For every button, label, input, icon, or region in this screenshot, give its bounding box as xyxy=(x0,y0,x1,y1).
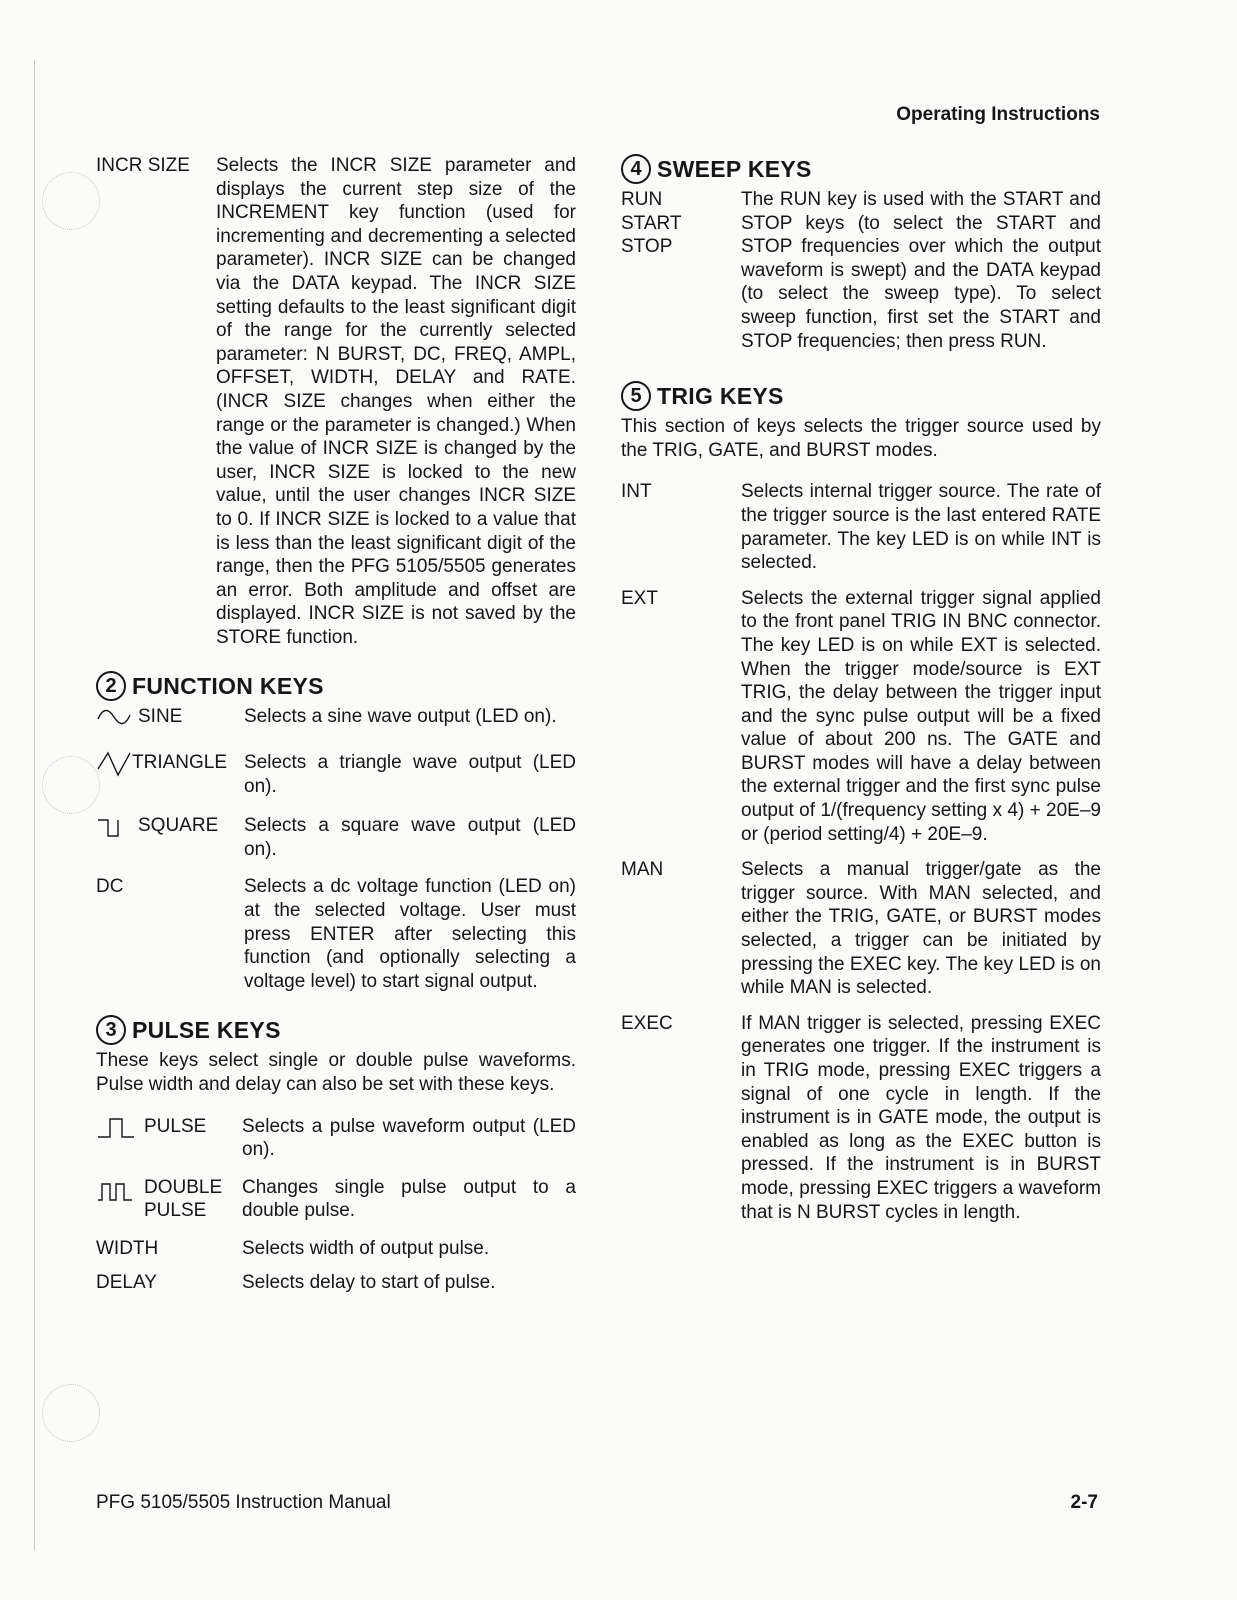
trig-keys-heading xyxy=(621,381,1101,411)
sine-wave-icon xyxy=(96,705,132,727)
function-key-triangle xyxy=(96,751,576,798)
function-key-dc xyxy=(96,875,576,993)
dc-desc: Selects a dc voltage function (LED on) at the selected voltage. User must press ENTER after selecting this function (and optionally selecting a voltage level) to start signal output. xyxy=(244,876,576,992)
section-title: PULSE KEYS xyxy=(132,1016,281,1043)
double-pulse-term-line1: DOUBLE xyxy=(144,1176,223,1198)
delay-term: DELAY xyxy=(96,1271,157,1293)
exec-desc: If MAN trigger is selected, pressing EXEC generates one trigger. If the instrument is in TRIG mode, pressing EXEC triggers a signal of one cycle in length. If the instrument is in GATE mode, the output is enabled as long as the EXEC button is pressed. If the instrument is in BURST mode, pressing EXEC triggers a waveform that is N BURST cycles in length. xyxy=(741,1012,1101,1223)
start-term: START xyxy=(621,212,682,234)
section-title: TRIG KEYS xyxy=(657,382,784,409)
square-desc: Selects a square wave output (LED on). xyxy=(244,815,576,860)
double-pulse-term xyxy=(96,1176,242,1223)
incr-size-entry xyxy=(96,154,576,649)
man-term: MAN xyxy=(621,859,664,881)
function-keys-heading xyxy=(96,671,576,701)
page-number: 2-7 xyxy=(1070,1492,1098,1513)
man-desc: Selects a manual trigger/gate as the trigger source. With MAN selected, and either the TRIG, GATE, or BURST modes selected, a trigger can be initiated by pressing the EXEC key. The key LED is on while MAN is selected. xyxy=(741,859,1101,999)
section-title: FUNCTION KEYS xyxy=(132,672,324,699)
sweep-terms xyxy=(621,188,741,259)
pulse-key-width xyxy=(96,1237,576,1261)
square-wave-icon xyxy=(96,814,132,840)
pulse-term: PULSE xyxy=(96,1115,242,1141)
run-term: RUN xyxy=(621,189,663,210)
double-pulse-desc: Changes single pulse output to a double pulse. xyxy=(242,1176,576,1222)
dc-term: DC xyxy=(96,876,124,898)
pulse-keys-heading xyxy=(96,1015,576,1045)
section-number: 2 xyxy=(96,671,126,701)
pulse-key-double-pulse xyxy=(96,1176,576,1223)
pulse-icon xyxy=(96,1115,138,1141)
sweep-keys-heading xyxy=(621,154,1101,184)
trig-key-exec xyxy=(621,1012,1101,1224)
incr-size-desc: Selects the INCR SIZE parameter and displays the current step size of the INCREMENT key function (used for incrementing and decrementing a selected parameter). INCR SIZE can be changed via the DATA keypad. The INCR SIZE setting defaults to the least significant digit of the range for the currently selected parameter: N BURST, DC, FREQ, AMPL, OFFSET, WIDTH, DELAY and RATE. (INCR SIZE changes when either the range or the parameter is changed.) When the value of INCR SIZE is changed by the user, INCR SIZE is locked to the new value, until the user changes INCR SIZE to 0. If INCR SIZE is locked to a value that is less than the least significant digit of the range, then the PFG 5105/5505 generates an error. Both amplitude and offset are displayed. INCR SIZE is not saved by the STORE function. xyxy=(216,155,576,648)
footer-manual-title: PFG 5105/5505 Instruction Manual xyxy=(96,1492,391,1513)
trig-key-ext xyxy=(621,587,1101,847)
stop-term: STOP xyxy=(621,236,673,258)
delay-desc: Selects delay to start of pulse. xyxy=(242,1271,496,1293)
pulse-desc: Selects a pulse waveform output (LED on). xyxy=(242,1115,576,1161)
width-term: WIDTH xyxy=(96,1237,159,1259)
sweep-desc: The RUN key is used with the START and STOP keys (to select the START and STOP frequencies over which the output waveform is swept) and the DATA keypad (to select the sweep type). To select sweep function, first set the START and STOP frequencies; then press RUN. xyxy=(741,189,1101,352)
incr-size-term: INCR SIZE xyxy=(96,155,190,176)
int-term: INT xyxy=(621,481,652,503)
function-key-square xyxy=(96,814,576,861)
sine-term: SINE xyxy=(96,705,244,729)
section-title: SWEEP KEYS xyxy=(657,155,812,182)
section-number: 4 xyxy=(621,154,651,184)
section-number: 5 xyxy=(621,381,651,411)
triangle-wave-icon xyxy=(96,751,132,777)
trig-keys-intro: This section of keys selects the trigger source used by the TRIG, GATE, and BURST modes. xyxy=(621,416,1101,461)
section-number: 3 xyxy=(96,1015,126,1045)
page-header: Operating Instructions xyxy=(896,104,1100,125)
pulse-key-pulse xyxy=(96,1115,576,1162)
pulse-key-delay xyxy=(96,1271,576,1295)
ext-desc: Selects the external trigger signal applied to the front panel TRIG IN BNC connector. The key LED is on while EXT is selected. When the trigger mode/source is EXT TRIG, the delay between the trigger input and the sync pulse output will be a fixed value of about 200 ns. The GATE and BURST modes will have a delay between the external trigger and the first sync pulse output of 1/(frequency setting x 4) + 20E–9 or (period setting/4) + 20E–9. xyxy=(741,587,1101,845)
function-key-sine xyxy=(96,705,576,729)
double-pulse-icon xyxy=(96,1176,138,1206)
square-term: SQUARE xyxy=(96,814,244,840)
trig-key-int xyxy=(621,480,1101,574)
width-desc: Selects width of output pulse. xyxy=(242,1237,490,1259)
trig-key-man xyxy=(621,858,1101,1000)
left-column xyxy=(96,154,576,1308)
triangle-desc: Selects a triangle wave output (LED on). xyxy=(244,752,576,797)
binder-hole xyxy=(42,172,100,230)
binder-edge xyxy=(34,60,35,1550)
triangle-term: TRIANGLE xyxy=(96,751,244,777)
pulse-keys-intro: These keys select single or double pulse waveforms. Pulse width and delay can also be set with these keys. xyxy=(96,1050,576,1095)
exec-term: EXEC xyxy=(621,1012,673,1034)
double-pulse-term-line2: PULSE xyxy=(144,1200,207,1222)
binder-hole xyxy=(42,756,100,814)
sweep-keys-entry xyxy=(621,188,1101,353)
sine-desc: Selects a sine wave output (LED on). xyxy=(244,706,557,728)
binder-hole xyxy=(42,1384,100,1442)
int-desc: Selects internal trigger source. The rate of the trigger source is the last entered RATE parameter. The key LED is on while INT is selected. xyxy=(741,481,1101,574)
ext-term: EXT xyxy=(621,587,658,609)
right-column xyxy=(621,154,1101,1238)
